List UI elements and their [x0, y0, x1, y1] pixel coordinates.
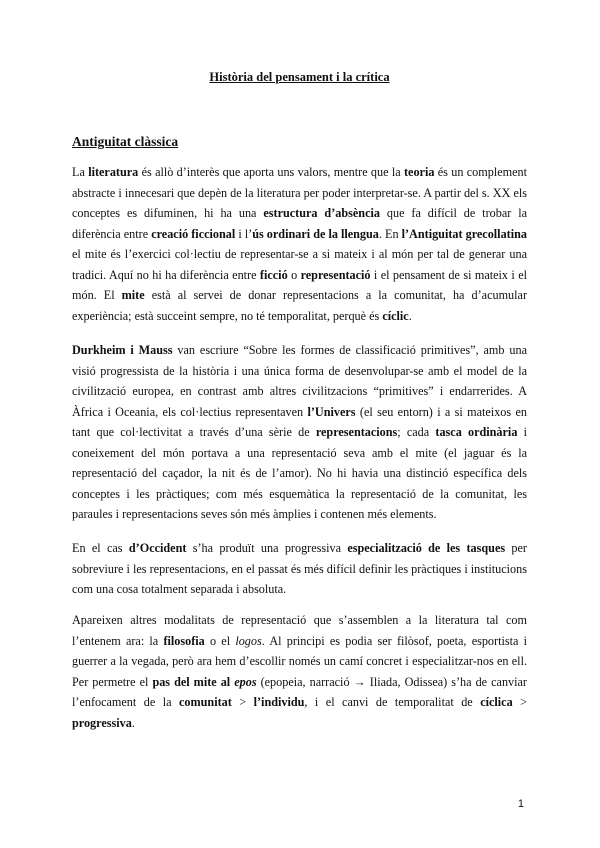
bold-term: tasca ordinària	[435, 425, 518, 439]
text-run: (el seu entorn) i a si mateixos en tant que col·lectivitat a través d’una sèrie de	[72, 404, 527, 439]
bold-term: d’Occident	[128, 541, 187, 555]
bold-term: filosofia	[163, 633, 205, 648]
bold-term: teoria	[403, 165, 435, 179]
page-number: 1	[517, 798, 524, 810]
text-run: van escriure “Sobre les formes de classificació primitives”, amb una visió progressista de la història i una única forma de desenvolupar-se amb el model de la civilització europea, en contrast amb altres civilitzacions “primitives” i endarrerides. A Àfrica i Oceania, els col·lectius representaven	[72, 343, 528, 419]
bold-term: ús ordinari de la llengua	[252, 226, 379, 241]
text-run: ; cada	[397, 425, 436, 439]
text-run: . En	[378, 226, 402, 241]
text-run: o el	[204, 633, 236, 648]
paragraph-3	[72, 538, 527, 600]
italic-term: logos	[235, 633, 262, 648]
document-title: Història del pensament i la crítica	[209, 70, 390, 84]
text-run: >	[231, 695, 254, 709]
bold-term: Durkheim i Mauss	[72, 343, 173, 357]
bold-term: representació	[300, 267, 371, 282]
paragraph-1	[72, 162, 527, 326]
paragraph-4	[72, 610, 527, 733]
bold-italic-term: epos	[234, 674, 257, 689]
text-run: que fa difícil de trobar la diferència entre	[72, 206, 527, 241]
bold-term: comunitat	[178, 695, 232, 709]
text-run: .	[408, 308, 412, 323]
text-run: Apareixen altres modalitats de representació que s’assemblen a la literatura tal com l’entenem ara: la	[72, 613, 527, 648]
bold-term: cíclic	[382, 308, 409, 323]
text-run: . Al principi es podia ser filòsof, poeta, esportista i guerrer a la vegada, però ara hem d’escollir només un camí concret i especialitzar-nos en ell. Per permetre el	[72, 633, 528, 689]
text-run: o	[287, 267, 301, 282]
text-run: és un complement abstracte i innecesari que depèn de la literatura per poder interpretar-se. A partir del s. XX els conceptes es difuminen, hi ha una	[72, 165, 527, 220]
paragraph-2	[72, 340, 527, 525]
text-run: i coneixement del món portava a una representació seva amb el mite (el jaguar és la representació del caçador, la nit és de l’amor). No hi havia una distinció específica dels conceptes i les pràctiques; com més esquemàtica la representació de la comunitat, les paraules i representacions seves són més àmplies i contenen més elements.	[72, 425, 528, 521]
text-run: el mite és l’exercici col·lectiu de representar-se a si mateix i al món per tal de generar una tradici. Aquí no hi ha diferència entre	[72, 247, 527, 282]
bold-term: especialització de les tasques	[347, 541, 506, 555]
bold-term: l’Antiguitat grecollatina	[401, 226, 527, 241]
text-run: està al servei de donar representacions a la comunitat, ha d’acumular experiència; està succeint sempre, no té temporalitat, perquè és	[72, 288, 527, 323]
text-run: , i el canvi de temporalitat de	[304, 695, 481, 709]
text-run: .	[131, 715, 135, 730]
bold-term: l’individu	[253, 695, 305, 709]
bold-term: cíclica	[480, 695, 513, 709]
text-run: s’ha produït una progressiva	[186, 541, 348, 555]
bold-term: estructura d’absència	[263, 206, 380, 220]
bold-term: literatura	[88, 165, 139, 179]
text-run: per sobreviure i les representacions, en el passat és més difícil definir les pràctiques i institucions com una cosa totalment separada i absoluta.	[72, 541, 527, 596]
bold-term: l’Univers	[307, 404, 356, 419]
text-run: >	[512, 695, 528, 709]
text-run: (epopeia, narració → Iliada, Odissea) s’ha de canviar l’enfocament de la	[72, 674, 527, 709]
bold-term: ficció	[259, 267, 288, 282]
bold-term: progressiva	[72, 715, 132, 730]
text-run: és allò d’interès que aporta uns valors, mentre que la	[138, 165, 404, 179]
bold-term: representacions	[315, 425, 398, 439]
text-run: La	[72, 165, 89, 179]
text-run: i l’	[235, 226, 253, 241]
bold-term: creació ficcional	[151, 226, 236, 241]
section-heading: Antiguitat clàssica	[72, 134, 179, 149]
bold-term: pas del mite al	[152, 674, 235, 689]
text-run: i el pensament de si mateix i el món. El	[72, 267, 528, 302]
bold-term: mite	[121, 288, 145, 302]
text-run: En el cas	[72, 541, 129, 555]
